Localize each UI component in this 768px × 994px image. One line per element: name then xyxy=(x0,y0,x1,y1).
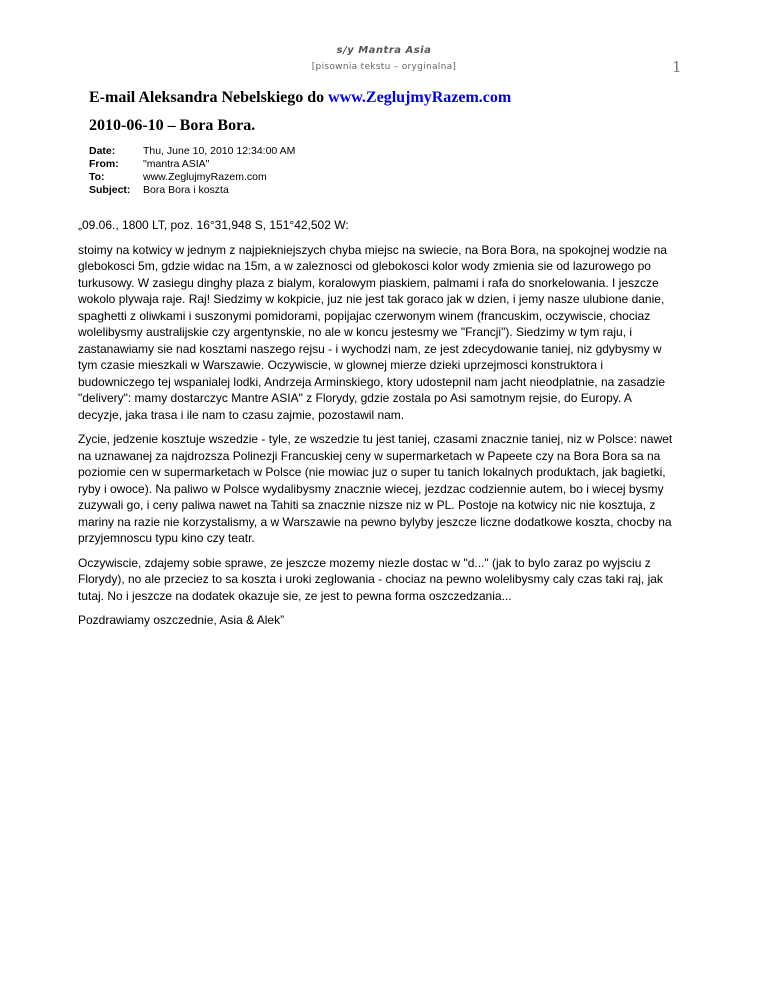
meta-subject-label: Subject: xyxy=(89,184,131,196)
meta-to-value: www.ZeglujmyRazem.com xyxy=(143,171,267,183)
email-body xyxy=(78,217,678,629)
header-title: s/y Mantra Asia xyxy=(336,45,432,56)
signature: Pozdrawiamy oszczednie, Asia & Alek” xyxy=(78,613,285,627)
document-heading xyxy=(89,88,678,108)
page-header xyxy=(0,44,768,74)
meta-date-value: Thu, June 10, 2010 12:34:00 AM xyxy=(143,145,296,157)
meta-subject-value: Bora Bora i koszta xyxy=(143,184,229,196)
body-paragraph: Zycie, jedzenie kosztuje wszedzie - tyle, ze wszedzie tu jest taniej, czasami znacznie taniej, niz w Polsce: nawet na uznawanej za najdrozsza Polinezji Francuskiej ceny w supermarketach w Papeete czy na Bora Bora sa na poziomie cen w supermarketach w Polsce (nie mowiac juz o super tu tanich lokalnych produktach, jak bagietki, ryby i owoce). Na paliwo w Polsce wydalibysmy znacznie wiecej, jezdzac codziennie autem, bo i wiecej bysmy zuzywali go, i ceny paliwa nawet na Tahiti sa znacznie nizsze niz w PL. Postoje na kotwicy nic nie kosztuja, z mariny na razie nie korzystalismy, a w Warszawie na pewno bylyby jeszcze liczne dodatkowe koszta, chocby na przyjemnoscu typu kino czy teatr. xyxy=(78,432,673,545)
email-meta-table xyxy=(89,145,295,197)
page-number: 1 xyxy=(672,58,682,76)
meta-from-value: "mantra ASIA" xyxy=(143,158,210,170)
meta-from-label: From: xyxy=(89,158,119,170)
header-subtitle: [pisownia tekstu – oryginalna] xyxy=(311,62,457,72)
body-paragraph: Oczywiscie, zdajemy sobie sprawe, ze jeszcze mozemy niezle dostac w "d..." (jak to bylo zaraz po wyjsciu z Florydy), no ale przeciez to sa koszta i uroki zeglowania - chociaz na pewno wolelibysmy caly czas taki raj, jak tutaj. No i jeszcze na dodatek okazuje sie, ze jest to pewna forma oszczedzania... xyxy=(78,555,663,603)
meta-to-label: To: xyxy=(89,171,105,183)
meta-row-to xyxy=(89,171,295,184)
date-heading: 2010-06-10 – Bora Bora. xyxy=(89,117,256,134)
position-line: „09.06., 1800 LT, poz. 16°31,948 S, 151°42,502 W: xyxy=(78,218,349,232)
body-paragraph: stoimy na kotwicy w jednym z najpiekniejszych chyba miejsc na swiecie, na Bora Bora, na spokojnej wodzie na glebokosci 5m, gdzie widac na 15m, a w zaleznosci od glebokosci kolor wody zmienia sie od lazurowego po turkusowy. W zasiegu dinghy plaza z bialym, koralowym piaskiem, palmami i rafa do snorkelowania. I jeszcze wokolo plywaja raje. Raj! Siedzimy w kokpicie, juz nie jest tak goraco jak w dzien, i jemy nasze ulubione danie, spaghetti z oliwkami i suszonymi pomidorami, popijajac czerwonym winem (francuskim, oczywiscie, chociaz wolelibysmy australijskie czy argentynskie, no ale w koncu jestesmy we "Francji"). Siedzimy w tym raju, i zastanawiamy sie nad kosztami naszego rejsu - i wychodzi nam, ze jest zdecydowanie taniej, niz gdybysmy w tym czasie mieszkali w Warszawie. Oczywiscie, w glownej mierze dzieki uprzejmosci konstruktora i budowniczego tej wspanialej lodki, Andrzeja Arminskiego, ktory udostepnil nam jacht nieodplatnie, na zasadzie "delivery": mamy dostarczyc Mantre ASIA" z Florydy, gdzie zostala po Asi samotnym rejsie, do Europy. A decyzje, jaka trasa i ile nam to czasu zajmie, pozostawil nam. xyxy=(78,242,667,422)
meta-row-from xyxy=(89,158,295,171)
heading-site-link[interactable]: www.ZeglujmyRazem.com xyxy=(328,89,512,106)
meta-date-label: Date: xyxy=(89,145,116,157)
heading-prefix: E-mail Aleksandra Nebelskiego do xyxy=(89,89,329,106)
document-content xyxy=(78,88,678,637)
meta-row-date xyxy=(89,145,295,158)
meta-row-subject xyxy=(89,184,295,197)
